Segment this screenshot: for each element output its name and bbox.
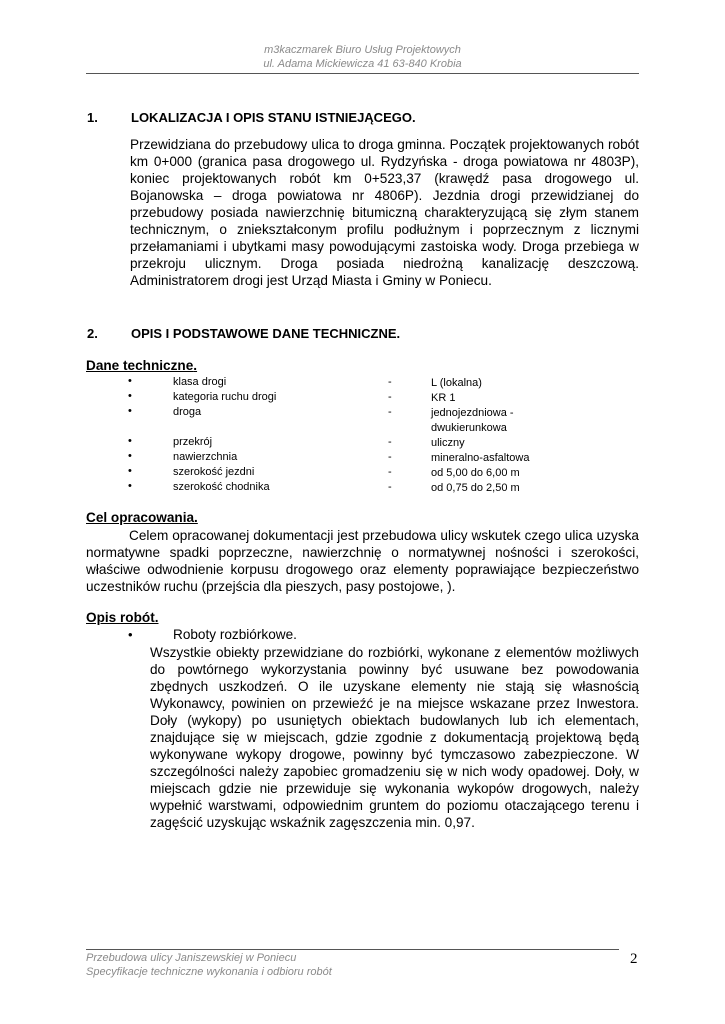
footer-divider — [86, 949, 619, 950]
opis-robot-item: Roboty rozbiórkowe. — [173, 627, 297, 642]
section-2-title: OPIS I PODSTAWOWE DANE TECHNICZNE. — [131, 326, 401, 341]
header-divider — [86, 73, 639, 74]
header-company-name: m3kaczmarek Biuro Usług Projektowych — [264, 44, 461, 56]
list-item — [0, 466, 725, 481]
section-1-number: 1. — [87, 110, 98, 125]
dash: - — [388, 406, 392, 418]
dane-heading-period: . — [193, 358, 198, 373]
header-company-address: ul. Adama Mickiewicza 41 63-840 Krobia — [263, 58, 462, 70]
dane-heading-text: Dane techniczne — [86, 358, 194, 373]
dash: - — [388, 391, 392, 403]
list-item — [0, 481, 725, 496]
data-key: szerokość jezdni — [173, 466, 255, 478]
dane-techniczne-heading — [86, 358, 197, 373]
data-key: droga — [173, 406, 202, 418]
dash: - — [388, 481, 392, 493]
data-value: L (lokalna) — [431, 377, 482, 389]
footer-project-title: Przebudowa ulicy Janiszewskiej w Poniecu — [86, 952, 297, 964]
bullet: • — [128, 405, 132, 417]
data-key: nawierzchnia — [173, 451, 238, 463]
bullet: • — [128, 465, 132, 477]
data-value: uliczny — [431, 437, 465, 449]
opis-robot-paragraph: Wszystkie obiekty przewidziane do rozbiórki, wykonane z elementów możliwych do powtórnego wykorzystania powinny być usuwane bez powodowania zbędnych uszkodzeń. O ile uzyskane elementy nie stają się własnością Wykonawcy, powinien on przewieźć je na miejsce wskazane przez Inwestora. Doły (wykopy) po usuniętych obiektach budowlanych lub ich elementach, znajdujące się w miejscach, gdzie zgodnie z dokumentacją projektową będą wykonywane wykopy drogowe, powinny być tymczasowo zabezpieczone. W szczególności należy zapobiec gromadzeniu się w nich wody opadowej. Doły, w miejscach gdzie nie przewiduje się wykonania wykopów drogowych, należy wypełnić warstwami, odpowiednim gruntem do poziomu otaczającego terenu i zagęścić uzyskując wskaźnik zagęszczenia min. 0,97. — [150, 645, 639, 830]
opis-robot-heading: Opis robót. — [86, 610, 159, 625]
list-item — [0, 436, 725, 451]
dash: - — [388, 466, 392, 478]
list-item — [0, 376, 725, 391]
list-item — [0, 406, 725, 436]
cel-opracowania-heading: Cel opracowania. — [86, 510, 198, 525]
technical-data-list — [0, 376, 725, 496]
data-key: przekrój — [173, 436, 213, 448]
dash: - — [388, 376, 392, 388]
bullet: • — [128, 435, 132, 447]
cel-opracowania-paragraph: Celem opracowanej dokumentacji jest przebudowa ulicy wskutek czego ulica uzyska normatywne spadki poprzeczne, nawierzchnię o normatywnej nośności i szerokości, właściwe odwodnienie korpusu drogowego oraz elementy poprawiające bezpieczeństwo uczestników ruchu (przejścia dla pieszych, pasy postojowe, ). — [86, 528, 639, 594]
bullet: • — [128, 375, 132, 387]
data-key: szerokość chodnika — [173, 481, 270, 493]
page-number: 2 — [630, 951, 638, 967]
bullet: • — [128, 480, 132, 492]
bullet: • — [128, 390, 132, 402]
data-value: mineralno-asfaltowa — [431, 452, 530, 464]
data-value: od 5,00 do 6,00 m — [431, 467, 520, 479]
footer-document-title: Specyfikacje techniczne wykonania i odbioru robót — [86, 966, 332, 978]
section-1-paragraph: Przewidziana do przebudowy ulica to droga gminna. Początek projektowanych robót km 0+000 (granica pasa drogowego ul. Rydzyńska - droga powiatowa nr 4803P), koniec projektowanych robót km 0+523,37 (krawędź pasa drogowego ul. Bojanowska – droga powiatowa nr 4806P). Jezdnia drogi przewidzianej do przebudowy posiada nawierzchnię bitumiczną charakteryzującą się złym stanem technicznym, o zniekształconym profilu podłużnym i poprzecznym z licznymi przełamaniami i ubytkami masy powodującymi zastoiska wody. Droga przebiega w przekroju ulicznym. Droga posiada niedrożną kanalizację deszczową. Administratorem drogi jest Urząd Miasta i Gminy w Poniecu. — [130, 137, 639, 288]
data-value: jednojezdniowa - dwukierunkowa — [431, 407, 514, 434]
data-value: KR 1 — [431, 392, 456, 404]
bullet: • — [128, 450, 132, 462]
section-1-title: LOKALIZACJA I OPIS STANU ISTNIEJĄCEGO. — [131, 110, 416, 125]
list-item — [0, 451, 725, 466]
data-key: kategoria ruchu drogi — [173, 391, 277, 403]
bullet: • — [128, 627, 133, 642]
section-2-number: 2. — [87, 326, 98, 341]
data-key: klasa drogi — [173, 376, 227, 388]
dash: - — [388, 436, 392, 448]
data-value: od 0,75 do 2,50 m — [431, 482, 520, 494]
dash: - — [388, 451, 392, 463]
list-item — [0, 391, 725, 406]
